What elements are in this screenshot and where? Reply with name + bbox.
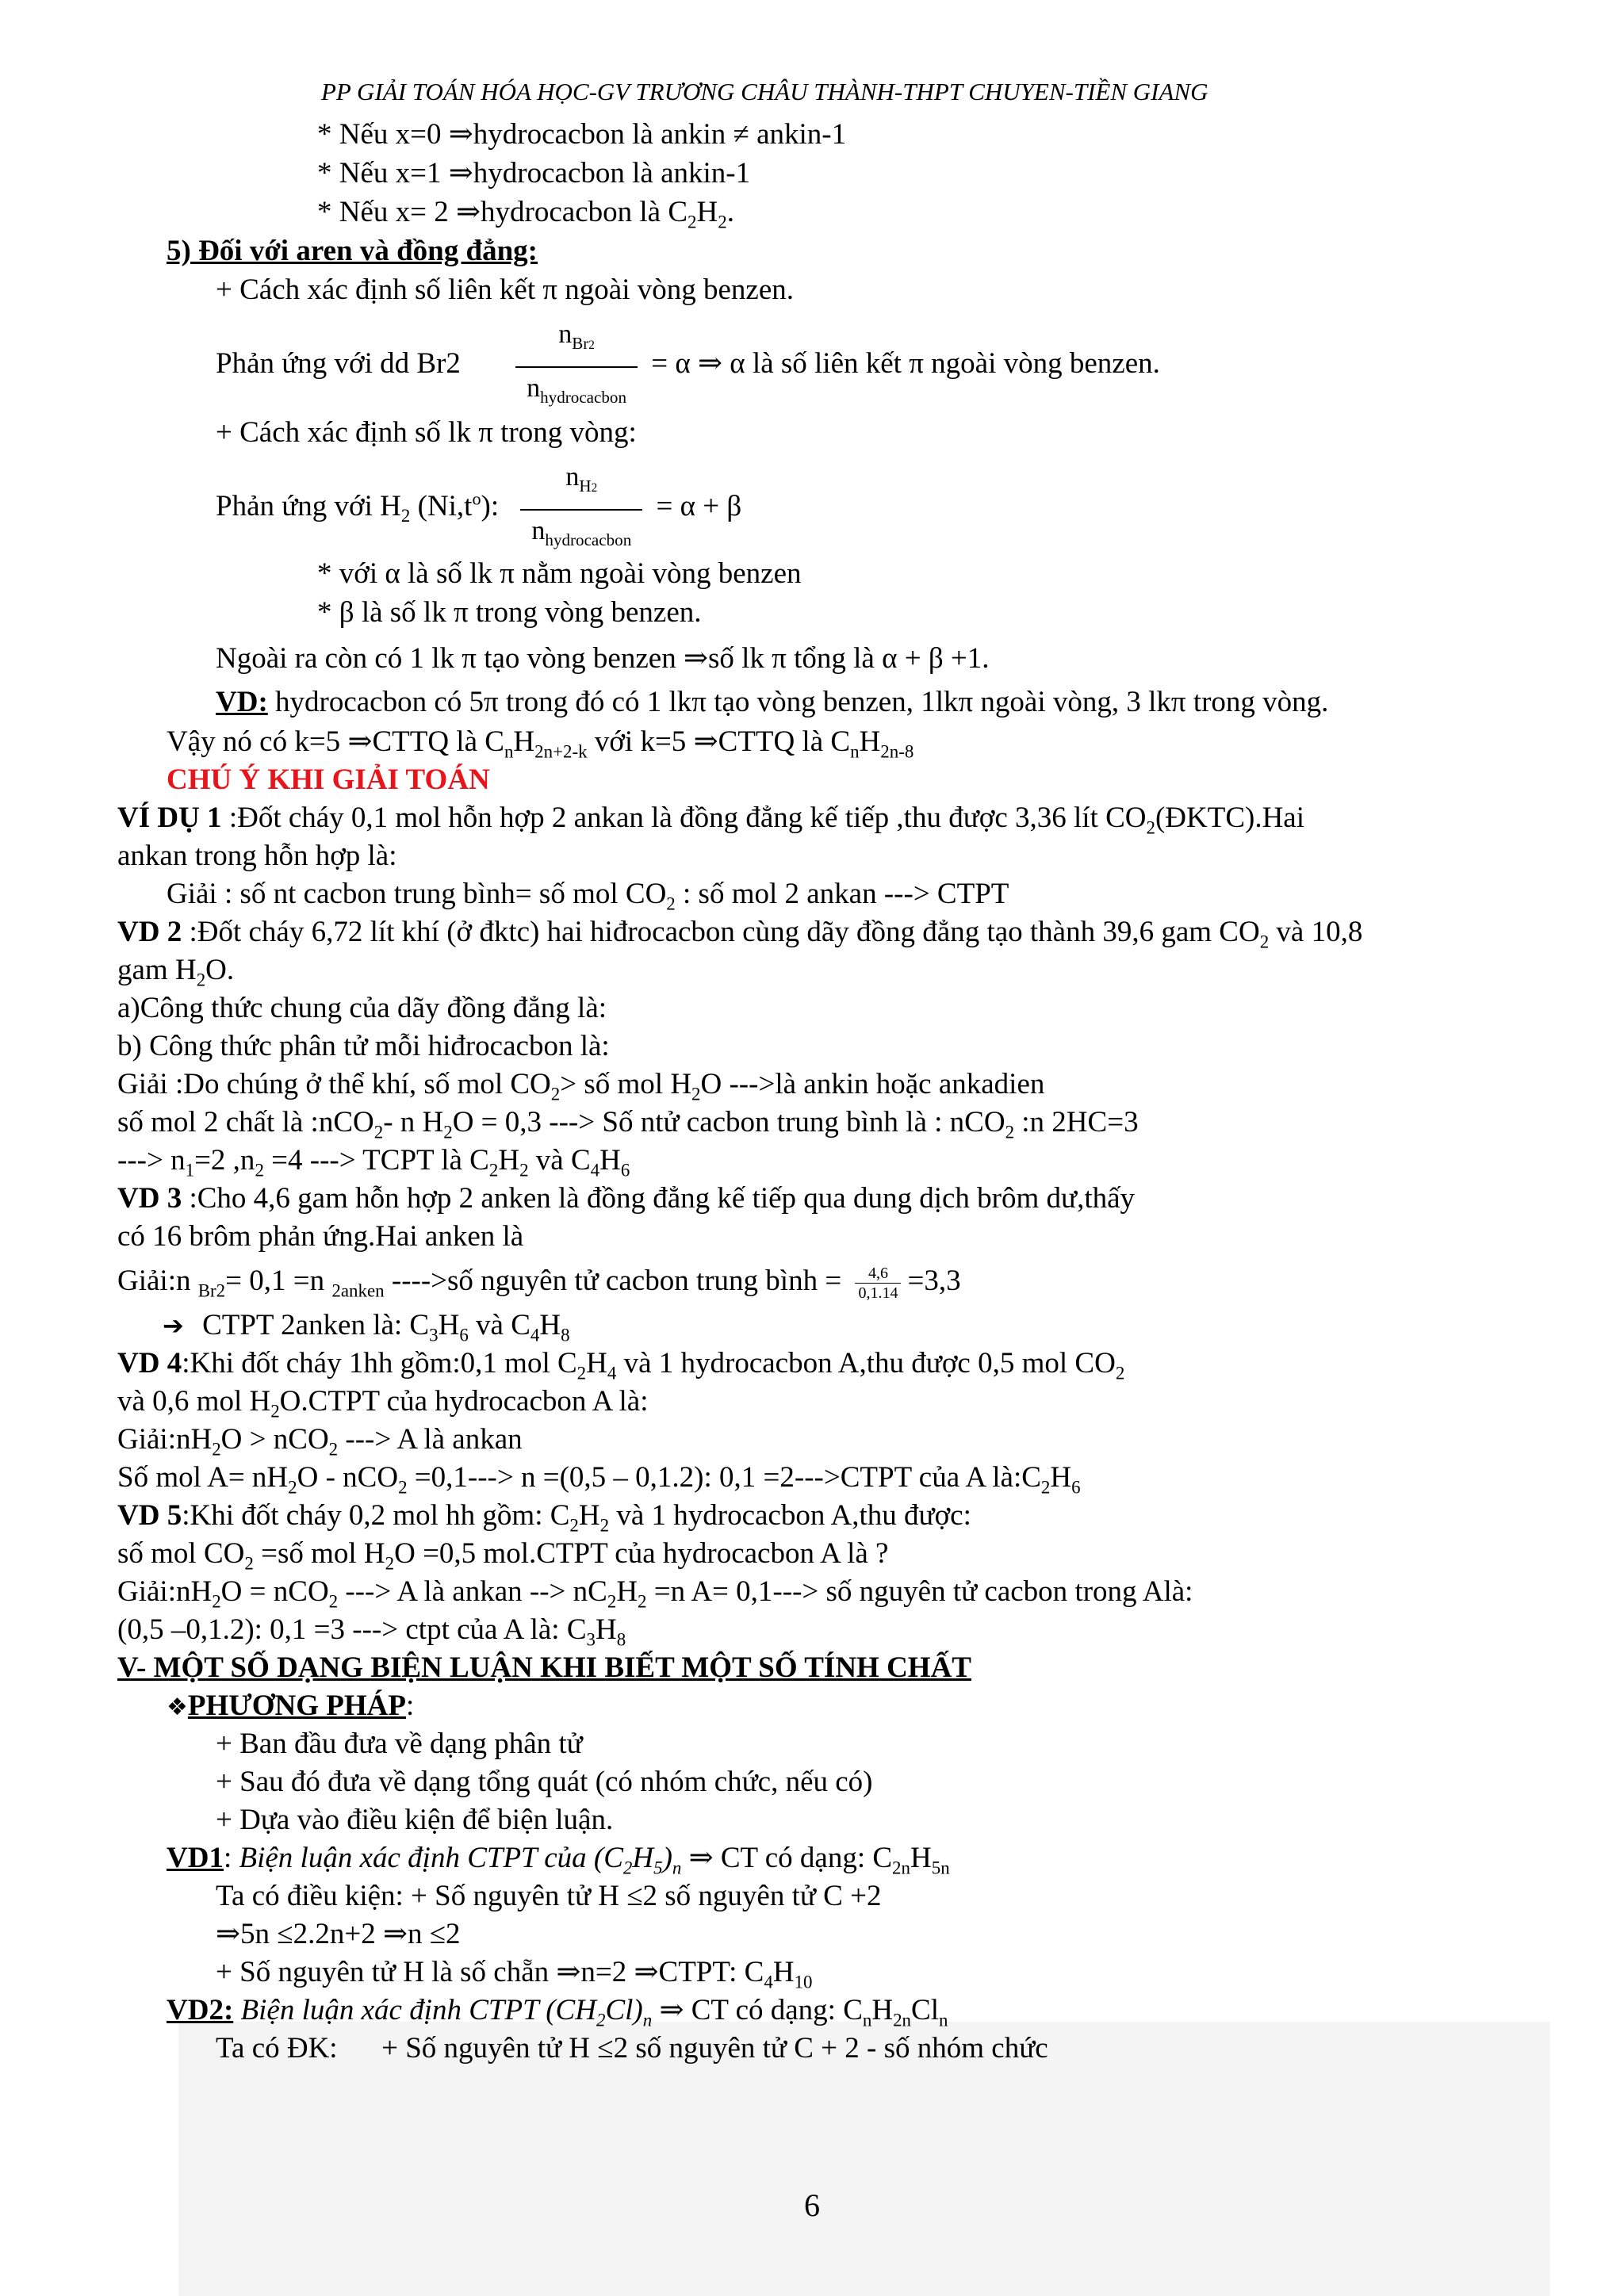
t: 2 [588, 338, 595, 352]
running-header [321, 73, 1208, 111]
t: với k=5 [587, 725, 694, 758]
t: H [632, 1842, 654, 1874]
t: 1 [185, 1160, 195, 1181]
implies-symbol: ⇒ [216, 1918, 241, 1950]
t: tổng là [786, 642, 883, 675]
t: 2 [1005, 1122, 1015, 1142]
t: là số liên kết [745, 346, 910, 380]
t: n [558, 320, 573, 349]
t: hydrocacbon là ankin-1 [473, 157, 751, 189]
t: trong vòng: [492, 416, 637, 449]
t: 5) Đối với aren và đồng đẳng: [167, 235, 538, 267]
t: O > nCO [220, 1423, 329, 1456]
t: a)Công thức chung của dãy đồng đẳng là: [117, 992, 607, 1024]
t: 3 [429, 1325, 439, 1345]
pi-symbol: π [691, 686, 707, 718]
t: nằm ngoài vòng benzen [514, 557, 802, 590]
t: 2.2n+2 [293, 1918, 383, 1950]
t: 2 [576, 1363, 587, 1383]
t: O = 0,3 ---> Số ntử cacbon trung bình là : nCO [452, 1106, 1005, 1138]
t: + Ban đầu đưa về dạng phân tử [216, 1728, 583, 1760]
fraction-numerator [520, 457, 642, 511]
t: Ngoài ra còn có 1 lk [216, 642, 462, 675]
t: 3 [586, 1629, 596, 1650]
t: 2 [270, 1401, 280, 1422]
t: =số mol H [253, 1537, 385, 1570]
t: Ta có ĐK: + Số nguyên tử H [216, 2032, 598, 2064]
t: gam H [117, 954, 197, 986]
t: 10 [794, 1972, 813, 1992]
method-step-1 [216, 1725, 583, 1763]
t: 2 [1146, 817, 1155, 838]
t: và 1 hydrocacbon A,thu được: [609, 1499, 971, 1532]
t: O --->là ankin hoặc ankadien [700, 1068, 1045, 1100]
header-text: PP GIẢI TOÁN HÓA HỌC-GV TRƯƠNG CHÂU THÀNH-THPT CHUYEN-TIỀN GIANG [321, 78, 1208, 105]
t: + Số nguyên tử H là số chẵn [216, 1956, 557, 1988]
fraction-denominator: 0,1.14 [858, 1284, 898, 1303]
t: 2 [718, 212, 727, 232]
pi-symbol: π [772, 642, 787, 675]
t: 2n [893, 2010, 912, 2030]
pi-symbol: π [478, 416, 493, 449]
t: 2n [892, 1858, 910, 1878]
implies-symbol: ⇒ [448, 118, 473, 151]
t: H [696, 196, 718, 228]
t: 2 [244, 1553, 254, 1574]
t: ): [481, 489, 500, 522]
method-heading [167, 1687, 414, 1727]
t: là số lk [400, 557, 500, 590]
t: O - nCO [297, 1461, 399, 1494]
t: ngoài vòng benzen. [557, 274, 795, 306]
t: CT có dạng: C [713, 1842, 893, 1874]
t: 2 [488, 1160, 499, 1181]
notice-heading [167, 761, 490, 799]
t: b) Công thức phân tử mỗi hiđrocacbon là: [117, 1030, 610, 1062]
t: Biện luận xác định CTPT của (C [239, 1842, 623, 1874]
t: n [642, 2010, 653, 2030]
t: hydrocacbon là C [481, 196, 688, 228]
alpha-definition [317, 555, 802, 593]
h2-reaction-formula [216, 457, 741, 561]
t: Br2 [197, 1280, 226, 1301]
section-v-title [117, 1649, 971, 1687]
t: 2 [569, 1515, 579, 1536]
t: 2 số nguyên tử C + 2 - số nhóm chức [613, 2032, 1048, 2064]
t: H [772, 1956, 795, 1988]
t: n [531, 515, 546, 545]
t: tạo vòng benzen, 1lk [706, 686, 959, 718]
t: * [317, 596, 339, 629]
t: :Đốt cháy 6,72 lít khí (ở đktc) hai hiđrocacbon cùng dãy đồng đẳng tạo thành 39,6 gam CO [182, 916, 1260, 948]
t: 4 [590, 1160, 600, 1181]
t: 6 [459, 1325, 469, 1345]
t: Giải : số nt cacbon trung bình= số mol CO [167, 878, 667, 910]
t: 4 [530, 1325, 540, 1345]
t: là số lk [354, 596, 454, 629]
t: hydrocacbon [545, 530, 632, 549]
t: H [1050, 1461, 1072, 1494]
implies-symbol: ⇒ [456, 196, 481, 228]
t: PHƯƠNG PHÁP [187, 1689, 406, 1722]
t: CTPT 2anken là: C [202, 1309, 430, 1341]
t: ankin-1 [749, 118, 847, 151]
pi-symbol: π [958, 686, 974, 718]
t: tạo vòng benzen [476, 642, 684, 675]
aren-example [216, 683, 1328, 721]
t: trong vòng. [1185, 686, 1329, 718]
pi-symbol: π [1170, 686, 1186, 718]
fraction-numerator: 4,6 [855, 1264, 901, 1284]
example-label: VD 3 [117, 1182, 182, 1215]
vd2-condition [216, 2030, 1048, 2068]
t: Vậy nó có k=5 [167, 725, 348, 758]
t: n [504, 741, 514, 762]
example-3-line-1 [117, 1180, 1135, 1218]
ext-bond-heading [216, 271, 794, 309]
t: ngoài vòng, 3 lk [973, 686, 1171, 718]
case-x1 [317, 155, 750, 193]
t: H [910, 1842, 932, 1874]
pi-symbol: π [462, 642, 477, 675]
t: CTPT: C [658, 1956, 764, 1988]
t: Giải:n [117, 1265, 198, 1297]
t: = α ⇒ [651, 346, 730, 380]
t: Cl) [605, 1994, 643, 2026]
t: và 1 hydrocacbon A,thu được 0,5 mol CO [616, 1347, 1116, 1380]
t: 2 [288, 1477, 297, 1498]
t: Phản ứng với dd Br2 [216, 346, 461, 380]
t: ankan trong hỗn hợp là: [117, 840, 397, 872]
t: 8 [616, 1629, 626, 1650]
t: H [859, 725, 881, 758]
t: 2anken [331, 1280, 385, 1301]
example-1-line-2 [117, 837, 397, 875]
br2-fraction [515, 314, 638, 418]
t: 2 [385, 1553, 395, 1574]
t: = α + β [656, 489, 742, 522]
t: ngoài vòng benzen. [923, 346, 1160, 380]
pi-symbol: π [484, 686, 499, 718]
t: CTTQ là C [372, 725, 504, 758]
t: 2n+2-k [534, 741, 588, 762]
t: : [405, 1689, 415, 1722]
t: n [672, 1858, 682, 1878]
implies-symbol: ⇒ [693, 725, 718, 758]
t: :Cho 4,6 gam hỗn hợp 2 anken là đồng đẳng kế tiếp qua dung dịch brôm dư,thấy [182, 1182, 1136, 1215]
t: * Nếu x=0 [317, 118, 449, 151]
example-2-question-a [117, 989, 607, 1027]
t: V- MỘT SỐ DẠNG BIỆN LUẬN KHI BIẾT MỘT SỐ TÍNH CHẤT [117, 1651, 971, 1684]
t: H [599, 1144, 621, 1177]
t: ) [662, 1842, 672, 1874]
t: CTTQ là C [718, 725, 851, 758]
t: hydrocacbon có 5 [267, 686, 485, 718]
t: O = nCO [220, 1575, 329, 1608]
t: 2 [638, 1591, 647, 1612]
beta-symbol: β [339, 596, 354, 629]
diamond-bullet-icon: ❖ [167, 1693, 188, 1721]
t: 2 [196, 970, 206, 990]
t: H [871, 1994, 894, 2026]
t: - n H [383, 1106, 444, 1138]
t: :Khi đốt cháy 1hh gồm:0,1 mol C [182, 1347, 577, 1380]
method-step-3 [216, 1801, 613, 1839]
t: H [498, 1144, 520, 1177]
t: n [862, 2010, 872, 2030]
leq-symbol: ≤ [277, 1918, 293, 1950]
t: ---> n [117, 1144, 186, 1177]
t: trong đó có 1 lk [498, 686, 692, 718]
t: 5n [240, 1918, 278, 1950]
page-number [0, 2187, 1624, 2224]
case-x0 [317, 116, 846, 154]
t: và 10,8 [1269, 916, 1363, 948]
t: 2n-8 [880, 741, 914, 762]
t: Giải:nH [117, 1423, 213, 1456]
t: Số mol A= nH [117, 1461, 289, 1494]
t: CT có dạng: C [684, 1994, 863, 2026]
t: số mol 2 chất là :nCO [117, 1106, 374, 1138]
pi-symbol: π [453, 596, 469, 629]
t: > số mol H [560, 1068, 692, 1100]
t: 2 [599, 1515, 610, 1536]
example-label: VD2: [167, 1994, 234, 2026]
br2-reaction-formula [216, 314, 1160, 418]
implies-symbol: ⇒ [448, 157, 473, 189]
alpha-symbol: α [730, 346, 745, 380]
t: o [472, 488, 481, 509]
t: Br [572, 333, 589, 353]
t: H [578, 1499, 600, 1532]
t: 2 [691, 1084, 701, 1104]
t: 4 [764, 1972, 773, 1992]
t: + Cách xác định số lk [216, 416, 479, 449]
t: H [438, 1309, 460, 1341]
t: n=2 [580, 1956, 634, 1988]
pi-symbol: π [500, 557, 515, 590]
t: :n 2HC=3 [1014, 1106, 1139, 1138]
t: O =0,5 mol.CTPT của hydrocacbon A là ? [394, 1537, 889, 1570]
t: 6 [620, 1160, 630, 1181]
t: số lk [707, 642, 772, 675]
t: n [938, 2010, 948, 2030]
example-2-line-1 [117, 913, 1362, 961]
t: + Cách xác định số liên kết [216, 274, 543, 306]
fraction-denominator [515, 368, 638, 418]
example-label: VD 4 [117, 1347, 182, 1380]
t: H [586, 1347, 607, 1380]
implies-symbol: ⇒ [556, 1956, 581, 1988]
pi-symbol: π [909, 346, 924, 380]
t: 2 [255, 1160, 264, 1181]
t: O. [205, 954, 235, 986]
t: ---->số nguyên tử cacbon trung bình = [384, 1265, 849, 1297]
t: : số mol 2 ankan ---> CTPT [675, 878, 1009, 910]
fraction-numerator [515, 314, 638, 368]
implies-symbol: ⇒ [634, 1956, 659, 1988]
t: 2 [591, 480, 598, 495]
implies-symbol: ⇒ [683, 642, 708, 675]
t: 2 [446, 1918, 461, 1950]
t: 2 [373, 1122, 384, 1142]
pi-symbol: π [542, 274, 558, 306]
t: +1. [943, 642, 990, 675]
t: và C [528, 1144, 591, 1177]
t: H [595, 1613, 617, 1646]
t: 2 [398, 1477, 408, 1498]
t: =3,3 [907, 1265, 961, 1297]
t: Biện luận xác định CTPT (CH [240, 1994, 596, 2026]
t: Giải :Do chúng ở thể khí, số mol CO [117, 1068, 551, 1100]
t: Phản ứng với H [216, 489, 401, 522]
t: 2 [519, 1160, 529, 1181]
vd1-inequality [216, 1915, 461, 1954]
t: hydrocacbon [540, 387, 627, 407]
leq-symbol: ≤ [429, 1918, 446, 1950]
t: H [616, 1575, 638, 1608]
not-equal-symbol: ≠ [733, 118, 749, 151]
t [233, 1994, 240, 2026]
t: và C [468, 1309, 530, 1341]
example-label: VD: [216, 686, 268, 718]
t: (Ni,t [410, 489, 473, 522]
t: số mol CO [117, 1537, 245, 1570]
t: O.CTPT của hydrocacbon A là: [279, 1385, 649, 1418]
t: 2 [212, 1591, 221, 1612]
t: (0,5 –0,1.2): 0,1 =3 ---> ctpt của A là: C [117, 1613, 587, 1646]
t: 2 [400, 506, 411, 526]
t: + Dựa vào điều kiện để biện luận. [216, 1804, 614, 1836]
t [681, 1842, 688, 1874]
alpha-symbol: α [385, 557, 400, 590]
t: + Sau đó đưa về dạng tổng quát (có nhóm chức, nếu có) [216, 1766, 873, 1798]
t: =4 ---> TCPT là C [263, 1144, 489, 1177]
t: n [527, 373, 541, 403]
t: . [726, 196, 734, 228]
t: 2 [443, 1122, 453, 1142]
t: 2 [328, 1439, 339, 1460]
t: 4 [607, 1363, 617, 1383]
implies-symbol: ⇒ [688, 1842, 714, 1874]
t: =2 ,n [194, 1144, 255, 1177]
t: 2 [688, 212, 697, 232]
h2-fraction [520, 457, 642, 561]
t: :Đốt cháy 0,1 mol hỗn hợp 2 ankan là đồng đẳng kế tiếp ,thu được 3,36 lít CO [221, 802, 1147, 834]
beta-definition [317, 594, 702, 632]
t: ---> A là ankan --> nC [338, 1575, 607, 1608]
t: n [565, 462, 580, 492]
t: n [407, 1918, 430, 1950]
t: 2 [1040, 1477, 1051, 1498]
t: và 0,6 mol H [117, 1385, 271, 1418]
implies-symbol: ⇒ [347, 725, 373, 758]
t: 2 số nguyên tử C +2 [642, 1880, 882, 1912]
t: * Nếu x=1 [317, 157, 449, 189]
method-step-2 [216, 1763, 873, 1801]
t: có 16 brôm phản ứng.Hai anken là [117, 1220, 524, 1253]
t: H [579, 476, 592, 496]
example-label: VD 2 [117, 916, 182, 948]
carbon-average-fraction [855, 1264, 901, 1303]
t: 2 [328, 1591, 339, 1612]
t: (ĐKTC).Hai [1155, 802, 1305, 834]
implies-symbol: ⇒ [659, 1994, 684, 2026]
t: =0,1---> n =(0,5 – 0,1.2): 0,1 =2--->CTPT của A là:C [407, 1461, 1041, 1494]
t: 2 [550, 1084, 561, 1104]
example-label: VD1 [167, 1842, 224, 1874]
vd1-condition [216, 1877, 881, 1915]
implies-symbol: ⇒ [382, 1918, 408, 1950]
ring-bond-note [216, 640, 990, 678]
t: = 0,1 =n [225, 1265, 332, 1297]
t: 8 [561, 1325, 570, 1345]
t: 2 [622, 1858, 633, 1878]
t: 2 [212, 1439, 221, 1460]
t: : [223, 1842, 239, 1874]
t: :Khi đốt cháy 0,2 mol hh gồm: C [182, 1499, 570, 1532]
t: 2 [666, 894, 676, 914]
t: * Nếu x= 2 [317, 196, 457, 228]
leq-symbol: ≤ [626, 1880, 643, 1912]
t: 2 [1259, 932, 1270, 952]
t: 2 [596, 2010, 606, 2030]
t: α + β [882, 642, 944, 675]
fraction-denominator [520, 511, 642, 561]
t: 5 [653, 1858, 663, 1878]
int-bond-heading [216, 414, 637, 452]
example-2-question-b [117, 1027, 610, 1066]
t: ---> A là ankan [338, 1423, 523, 1456]
leq-symbol: ≤ [597, 2032, 614, 2064]
t: 6 [804, 2187, 820, 2223]
t: CHÚ Ý KHI GIẢI TOÁN [167, 763, 490, 796]
t: * với [317, 557, 385, 590]
t: H [513, 725, 535, 758]
example-label: VD 5 [117, 1499, 182, 1532]
example-3-line-2 [117, 1218, 523, 1256]
arrow-right-icon: ➔ [163, 1311, 184, 1341]
t: hydrocacbon là ankin [473, 118, 733, 151]
t: n [850, 741, 860, 762]
t: 2 [1115, 1363, 1125, 1383]
t: =n A= 0,1---> số nguyên tử cacbon trong Alà: [646, 1575, 1193, 1608]
t: trong vòng benzen. [468, 596, 702, 629]
t: H [539, 1309, 561, 1341]
t: Giải:nH [117, 1575, 213, 1608]
example-label: VÍ DỤ 1 [117, 802, 222, 834]
t: Cl [911, 1994, 939, 2026]
t: 5n [931, 1858, 950, 1878]
t: 2 [607, 1591, 617, 1612]
t: Ta có điều kiện: + Số nguyên tử H [216, 1880, 627, 1912]
section-5-title [167, 232, 538, 270]
t: 6 [1071, 1477, 1081, 1498]
